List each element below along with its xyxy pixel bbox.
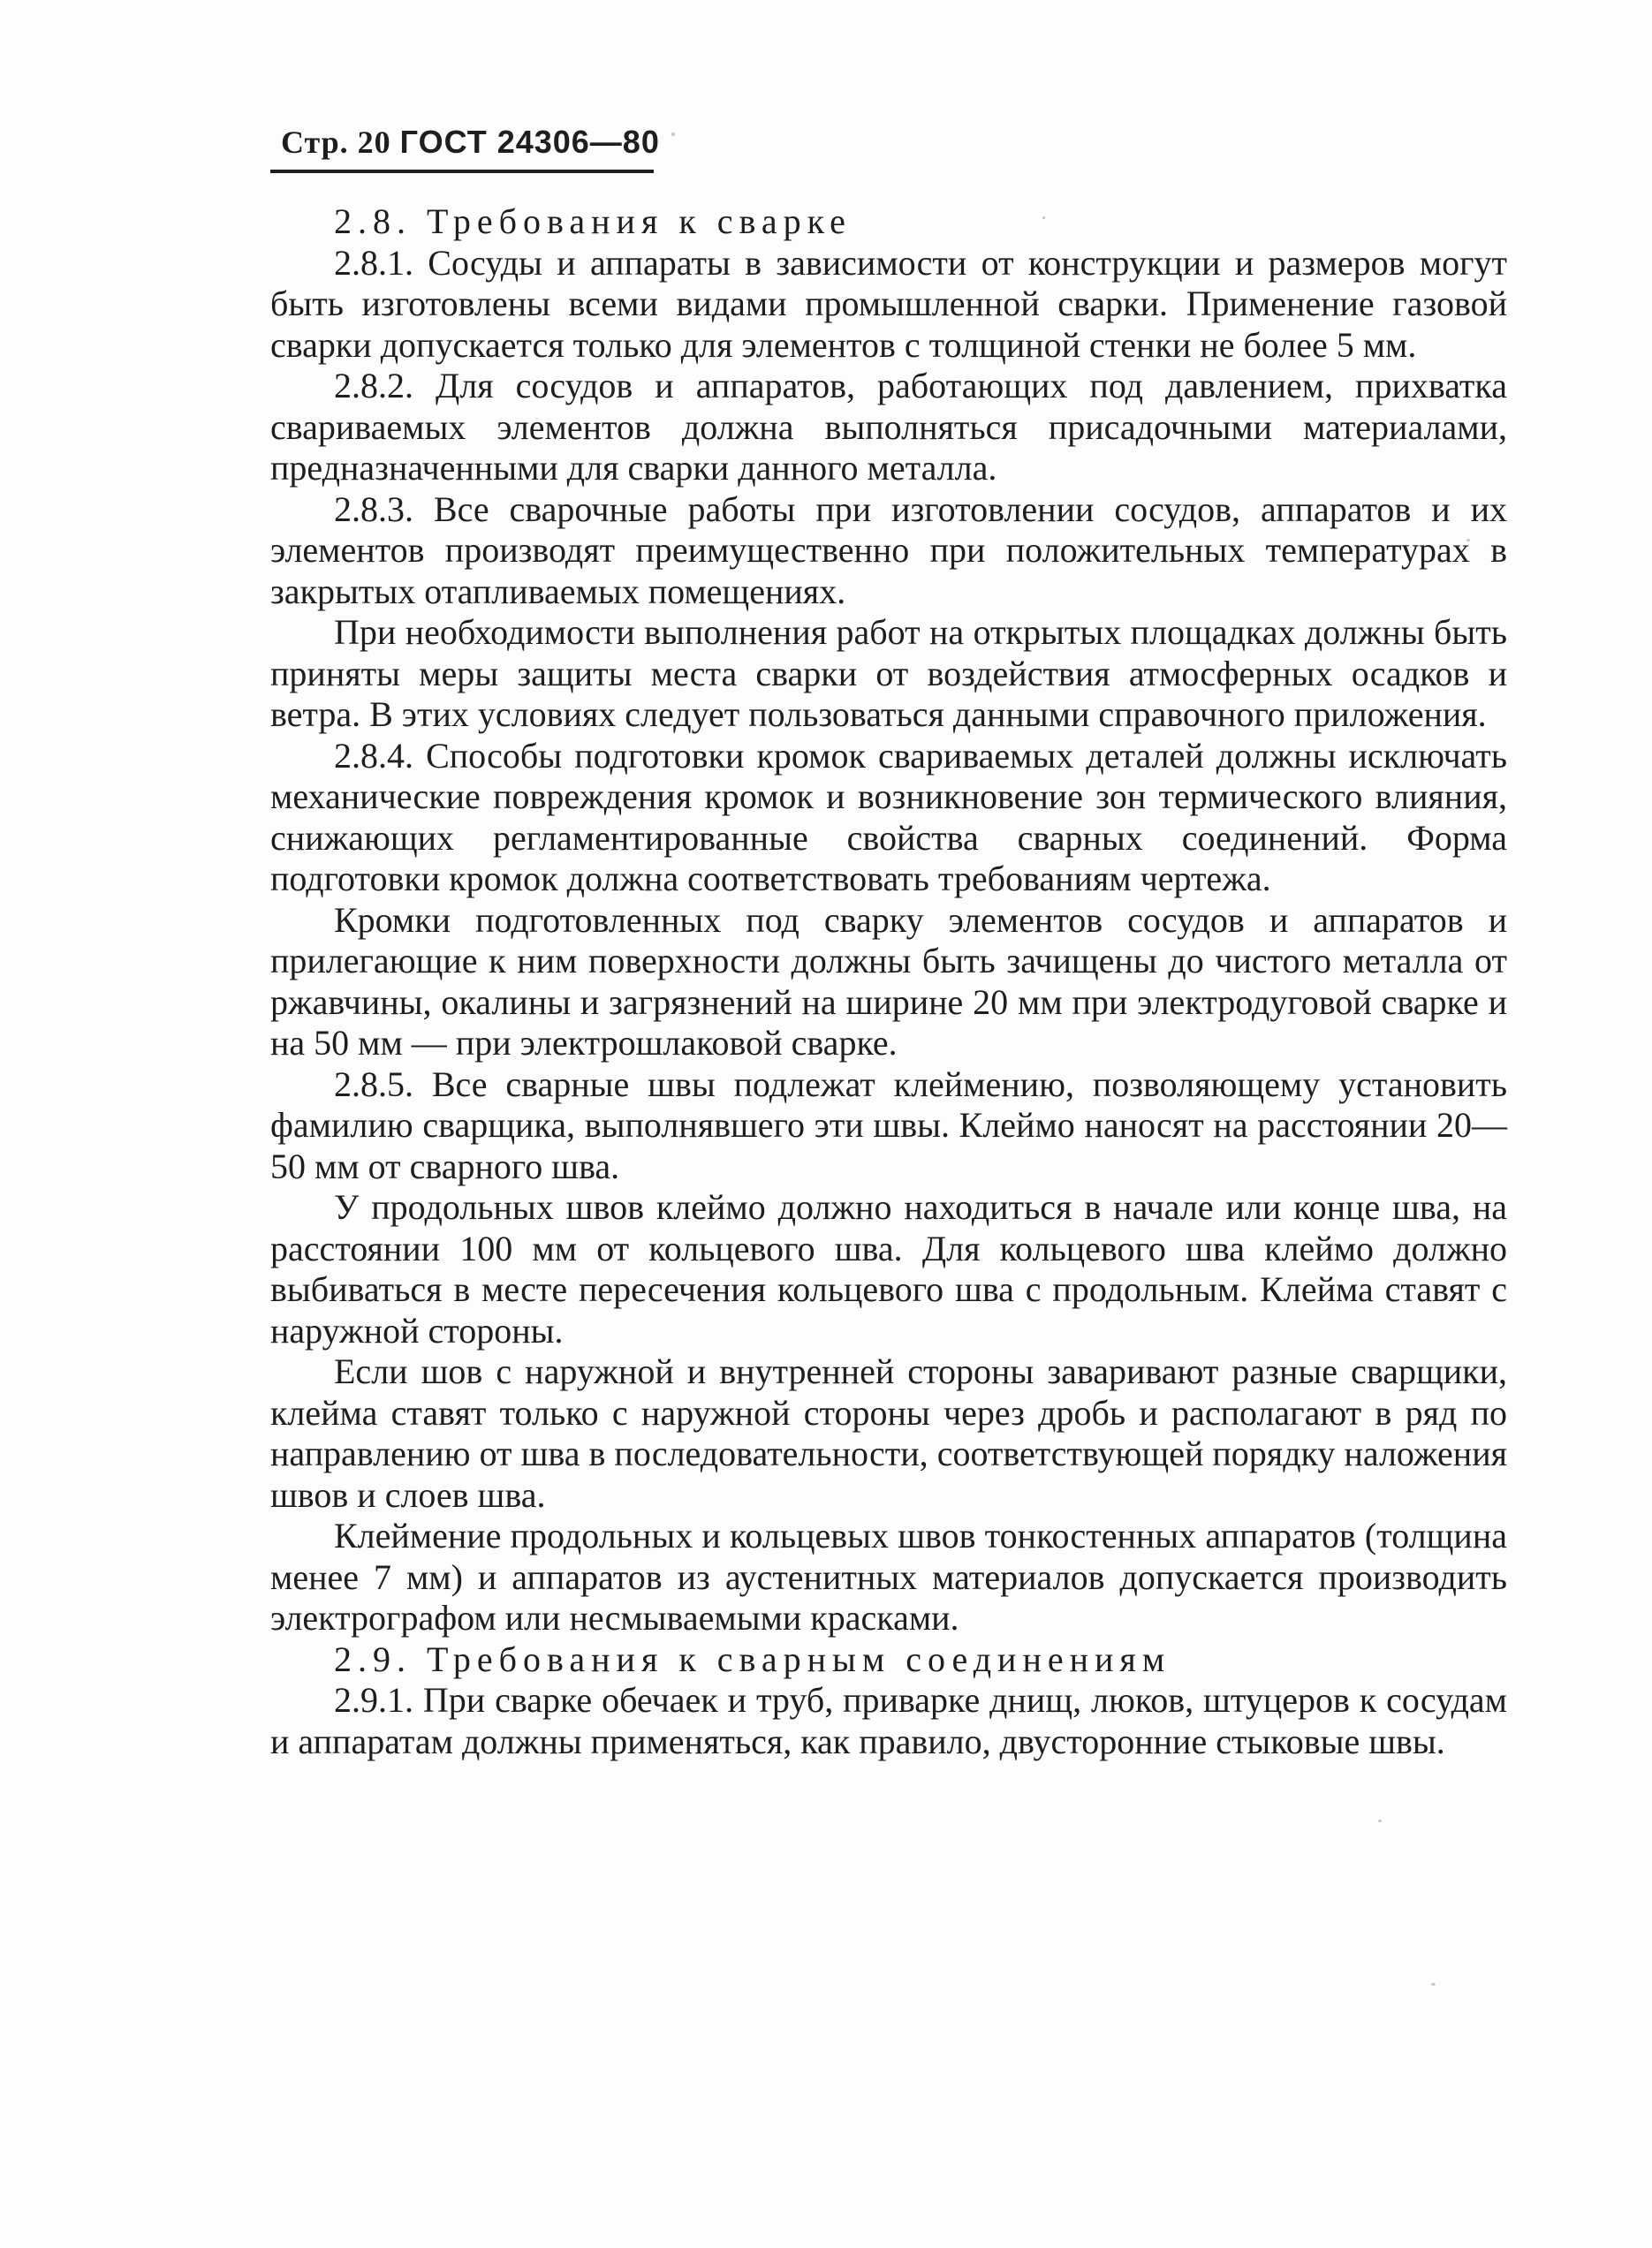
- paragraph-2-8-5-cont-1: У продольных швов клеймо должно находиться в начале или конце шва, на расстоянии 100 мм от кольцевого шва. Для кольцевого шва клеймо должно выбиваться в месте пересечения кольцевого шва с продольным. Клейма ставят с наружной стороны.: [270, 1187, 1507, 1351]
- paragraph-2-8-5-cont-3: Клеймение продольных и кольцевых швов тонкостенных аппаратов (толщина менее 7 мм) и аппаратов из аустенитных материалов допускается производить электрографом или несмываемыми красками.: [270, 1516, 1507, 1638]
- page-header: [281, 124, 660, 161]
- scan-speckle: [1422, 954, 1426, 957]
- scan-speckle: [1042, 216, 1045, 219]
- scan-speckle: [1431, 1983, 1436, 1986]
- page-label: Стр. 20: [281, 125, 391, 160]
- scan-speckle: [671, 132, 675, 136]
- section-title-2-8: 2.8. Требования к сварке: [334, 201, 852, 241]
- scan-speckle: [1466, 539, 1470, 541]
- paragraph-2-8-2: 2.8.2. Для сосудов и аппаратов, работающих под давлением, прихватка свариваемых элементов должна выполняться присадочными материалами, предназначенными для сварки данного металла.: [270, 366, 1507, 488]
- scan-speckle: [1484, 1449, 1487, 1452]
- scan-speckle: [1228, 1210, 1231, 1213]
- standard-number: ГОСТ 24306—80: [399, 124, 660, 160]
- paragraph-2-8-5: 2.8.5. Все сварные швы подлежат клеймению, позволяющему установить фамилию сварщика, выполнявшего эти швы. Клеймо наносят на расстоянии 20—50 мм от сварного шва.: [270, 1063, 1507, 1186]
- paragraph-2-8-3-cont: При необходимости выполнения работ на открытых площадках должны быть приняты меры защиты места сварки от воздействия атмосферных осадков и ветра. В этих условиях следует пользоваться данными справочного приложения.: [270, 612, 1507, 734]
- paragraph-2-8-5-cont-2: Если шов с наружной и внутренней стороны заваривают разные сварщики, клейма ставят только с наружной стороны через дробь и располагают в ряд по направлению от шва в последовательности, соответствующей порядку наложения швов и слоев шва.: [270, 1351, 1507, 1515]
- body-text: [270, 201, 1507, 1762]
- scan-speckle: [1360, 636, 1363, 639]
- paragraph-2-9-1: 2.9.1. При сварке обечаек и труб, приварке днищ, люков, штуцеров к сосудам и аппаратам должны применяться, как правило, двусторонние стыковые швы.: [270, 1680, 1507, 1761]
- paragraph-2-8-1: 2.8.1. Сосуды и аппараты в зависимости от конструкции и размеров могут быть изготовлены всеми видами промышленной сварки. Применение газовой сварки допускается только для элементов с толщиной стенки не более 5 мм.: [270, 242, 1507, 365]
- paragraph-2-8-4: 2.8.4. Способы подготовки кромок свариваемых деталей должны исключать механические повреждения кромок и возникновение зон термического влияния, снижающих регламентированные свойства сварных соединений. Форма подготовки кромок должна соответствовать требованиям чертежа.: [270, 735, 1507, 898]
- paragraph-2-8-3: 2.8.3. Все сварочные работы при изготовлении сосудов, аппаратов и их элементов производят преимущественно при положительных температурах в закрытых отапливаемых помещениях.: [270, 488, 1507, 611]
- header-rule: [270, 170, 654, 173]
- paragraph-2-8-4-cont: Кромки подготовленных под сварку элементов сосудов и аппаратов и прилегающие к ним поверхности должны быть зачищены до чистого металла от ржавчины, окалины и загрязнений на ширине 20 мм при электродуговой сварке и на 50 мм — при электрошлаковой сварке.: [270, 899, 1507, 1063]
- scan-speckle: [1378, 1820, 1382, 1822]
- section-title-2-9: 2.9. Требования к сварным соединениям: [334, 1639, 1171, 1679]
